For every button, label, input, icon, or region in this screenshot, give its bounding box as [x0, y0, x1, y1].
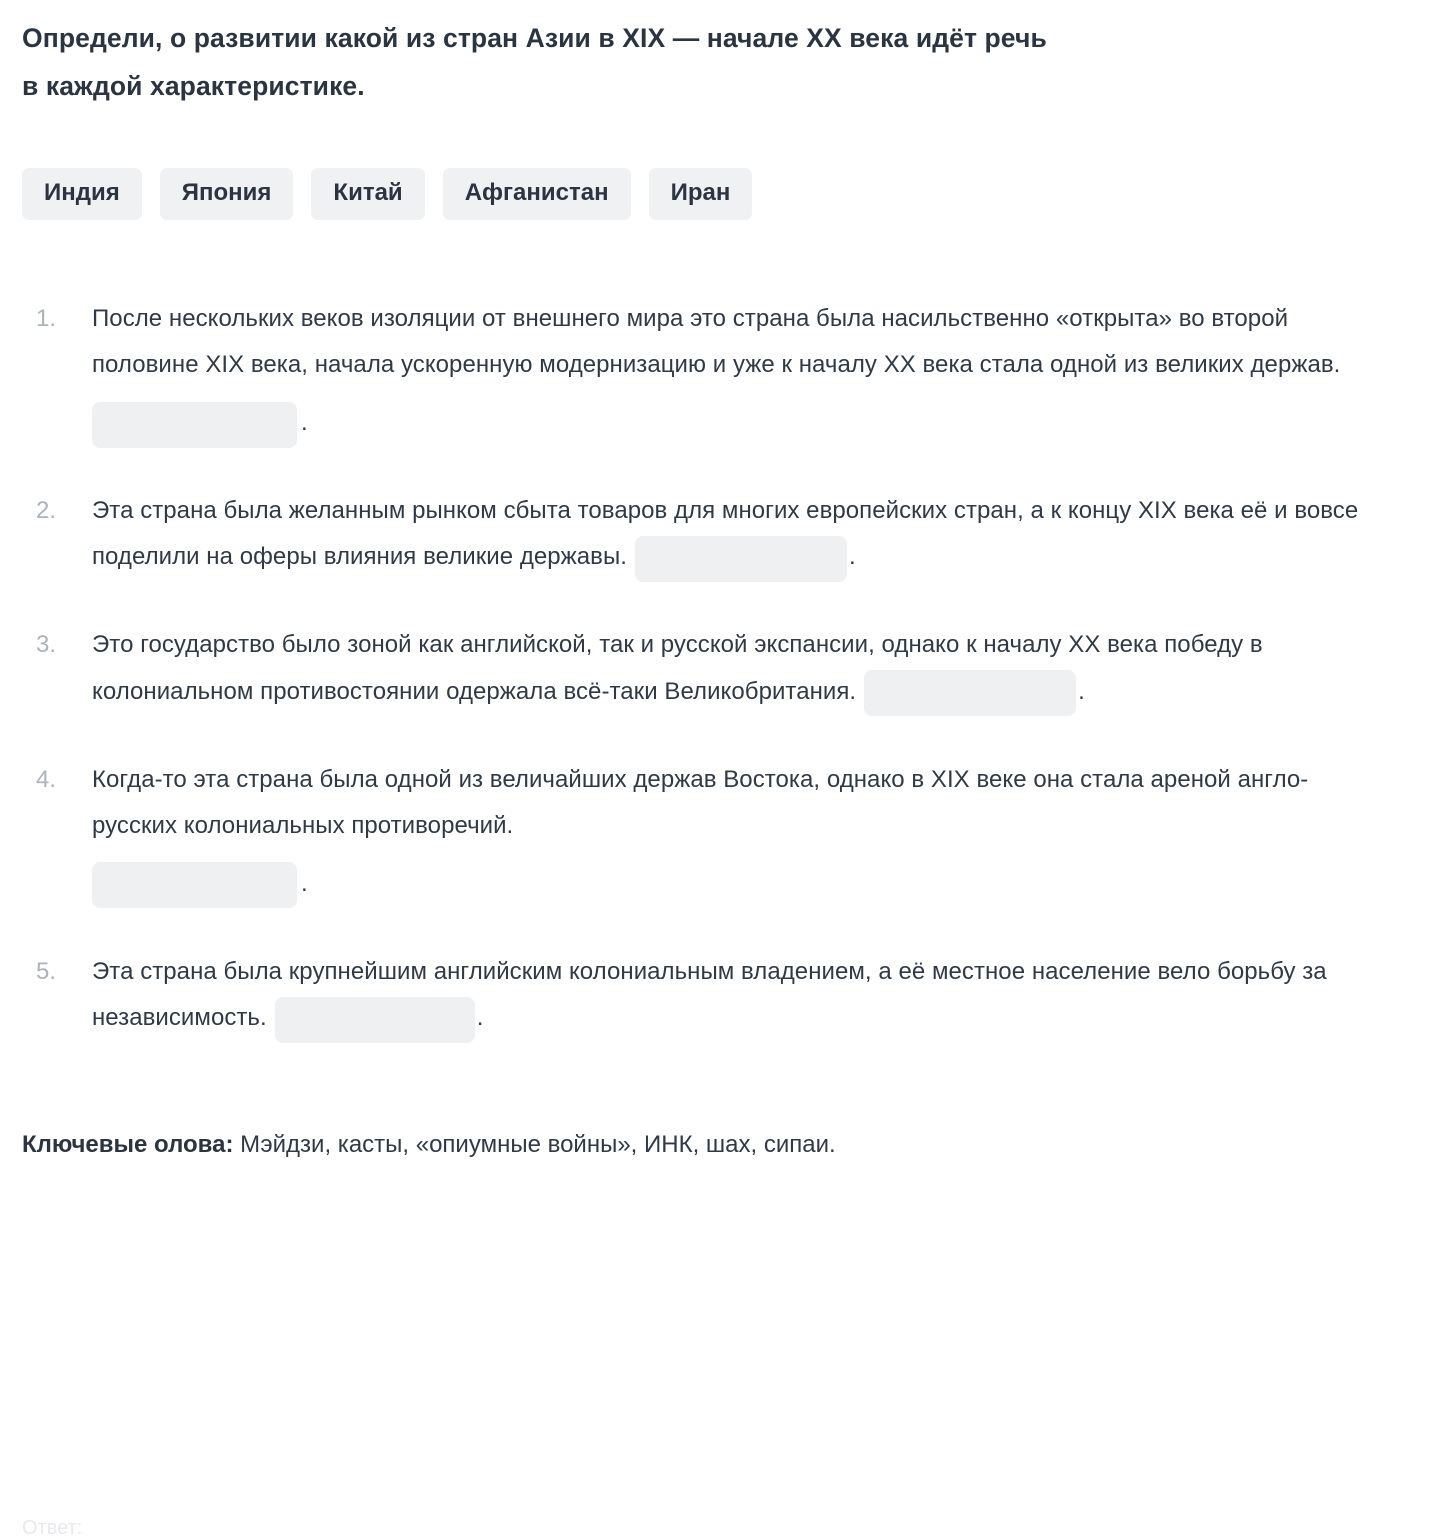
task-prompt-line-1: Определи, о развитии какой из стран Азии в XIX — начале XX века идёт речь — [22, 23, 1047, 53]
statement-body: Это государство было зоной как английской, так и русской экспансии, однако к началу XX века победу в колониальном противостоянии одержала всё-таки Великобритания. — [92, 631, 1263, 705]
word-chip-iran[interactable]: Иран — [649, 168, 753, 220]
statement-trailing-period: . — [476, 1003, 484, 1031]
statement-trailing-period: . — [1078, 677, 1085, 705]
statement-text-3 — [92, 622, 1377, 714]
word-chip-china[interactable]: Китай — [311, 168, 424, 220]
answer-blank-5[interactable] — [275, 997, 475, 1043]
answer-blank-3[interactable] — [864, 670, 1076, 716]
statement-body: После нескольких веков изоляции от внешнего мира это страна была насильственно «открыта» во второй половине XIX века, начала ускоренную модернизацию и уже к началу XX века стала одной из великих держав. — [92, 305, 1341, 379]
statement-text-2 — [92, 488, 1377, 580]
statement-text-4 — [92, 757, 1377, 907]
answer-blank-2[interactable] — [635, 536, 847, 582]
cutoff-text: Ответ: — [22, 1518, 83, 1536]
statement-item — [22, 757, 1405, 907]
statement-item — [22, 488, 1405, 580]
statement-body: Эта страна была желанным рынком сбыта товаров для многих европейских стран, а к концу XIX века её и вовсе поделили на оферы влияния великие державы. — [92, 497, 1359, 571]
keywords-label: Ключевые олова: — [22, 1130, 234, 1158]
keywords-value: Мэйдзи, касты, «опиумные войны», ИНК, шах, сипаи. — [233, 1130, 836, 1158]
statement-body: Эта страна была крупнейшим английским колониальным владением, а её местное население вело борьбу за независимость. — [92, 957, 1327, 1031]
statement-list — [22, 296, 1405, 1041]
statement-number: 4. — [36, 765, 57, 793]
word-chip-afghanistan[interactable]: Афганистан — [443, 168, 631, 220]
word-chip-japan[interactable]: Япония — [160, 168, 294, 220]
keywords-line — [22, 1127, 1405, 1163]
statement-trailing-period: . — [301, 409, 308, 437]
statement-item — [22, 622, 1405, 714]
answer-blank-1[interactable] — [92, 402, 297, 448]
answer-blank-4[interactable] — [92, 862, 297, 908]
word-chip-india[interactable]: Индия — [22, 168, 142, 220]
statement-trailing-period: . — [849, 543, 856, 571]
statement-text-5 — [92, 949, 1377, 1041]
statement-number: 3. — [36, 631, 57, 659]
statement-text-1 — [92, 296, 1377, 446]
statement-item — [22, 949, 1405, 1041]
statement-number: 2. — [36, 497, 57, 525]
task-prompt-line-2: в каждой характеристике. — [22, 71, 365, 102]
statement-trailing-period: . — [301, 869, 308, 897]
statement-number: 5. — [36, 957, 57, 985]
statement-body: Когда-то эта страна была одной из величайших держав Востока, однако в XIX веке она стала ареной англо-русских колониальных противоречий. — [92, 765, 1309, 839]
task-prompt — [22, 14, 1312, 110]
word-bank — [22, 168, 1405, 220]
statement-number: 1. — [36, 305, 57, 333]
statement-item — [22, 296, 1405, 446]
